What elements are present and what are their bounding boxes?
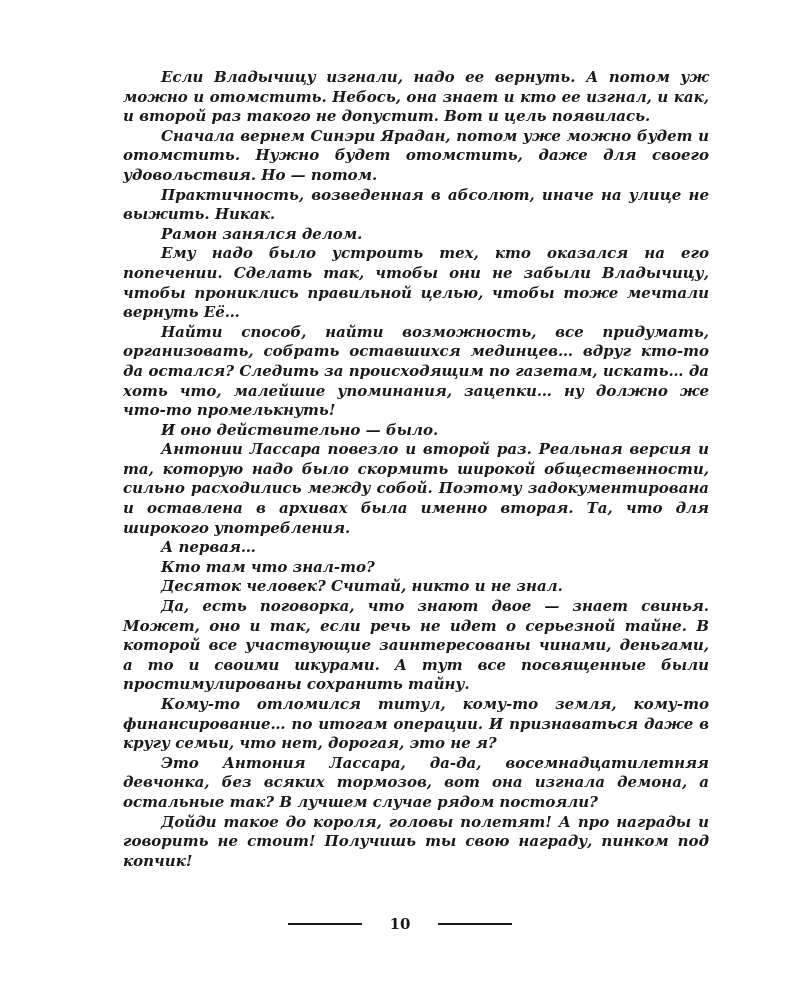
footer-rule-right	[438, 923, 512, 925]
paragraph: И оно действительно — было.	[161, 420, 439, 439]
footer-rule-left	[288, 923, 362, 925]
paragraph: А первая…	[161, 538, 256, 557]
paragraph: Кому-то отломился титул, кому-то земля, кому-то финансирование… по итогам операции. И признаваться даже в кругу семьи, что нет, дорогая, это не я?	[123, 695, 709, 753]
page-number: 10	[389, 915, 411, 933]
paragraph: Дойди такое до короля, головы полетят! А про награды и говорить не стоит! Получишь ты свою награду, пинком под копчик!	[123, 812, 709, 870]
paragraph: Да, есть поговорка, что знают двое — знает свинья. Может, оно и так, если речь не идет о серьезной тайне. В которой все участвующие заинтересованы чинами, деньгами, а то и своими шкурами. А тут все посвященные были простимулированы сохранить тайну.	[123, 597, 709, 694]
paragraph: Рамон занялся делом.	[161, 224, 363, 243]
body-text	[123, 68, 709, 871]
page-footer	[0, 912, 800, 936]
paragraph: Если Владычицу изгнали, надо ее вернуть. А потом уж можно и отомстить. Небось, она знает и кто ее изгнал, и как, и второй раз такого не допустит. Вот и цель появилась.	[123, 68, 709, 126]
paragraph: Это Антония Лассара, да-да, восемнадцатилетняя девчонка, без всяких тормозов, вот она изгнала демона, а остальные так? В лучшем случае рядом постояли?	[123, 753, 709, 811]
paragraph: Кто там что знал-то?	[161, 557, 375, 576]
paragraph: Сначала вернем Синэри Ярадан, потом уже можно будет и отомстить. Нужно будет отомстить, даже для своего удовольствия. Но — потом.	[123, 126, 709, 184]
paragraph: Ему надо было устроить тех, кто оказался на его попечении. Сделать так, чтобы они не забыли Владычицу, чтобы прониклись правильной целью, чтобы тоже мечтали вернуть Её…	[123, 244, 709, 322]
paragraph: Практичность, возведенная в абсолют, иначе на улице не выжить. Никак.	[123, 185, 709, 224]
paragraph: Десяток человек? Считай, никто и не знал.	[161, 577, 563, 596]
paragraph: Антонии Лассара повезло и второй раз. Реальная версия и та, которую надо было скормить широкой общественности, сильно расходились между собой. Поэтому задокументирована и оставлена в архивах была именно вторая. Та, что для широкого употребления.	[123, 440, 709, 537]
paragraph: Найти способ, найти возможность, все придумать, организовать, собрать оставшихся мединцев… вдруг кто-то да остался? Следить за происходящим по газетам, искать… да хоть что, малейшие упоминания, зацепки… ну должно же что-то промелькнуть!	[123, 322, 709, 420]
